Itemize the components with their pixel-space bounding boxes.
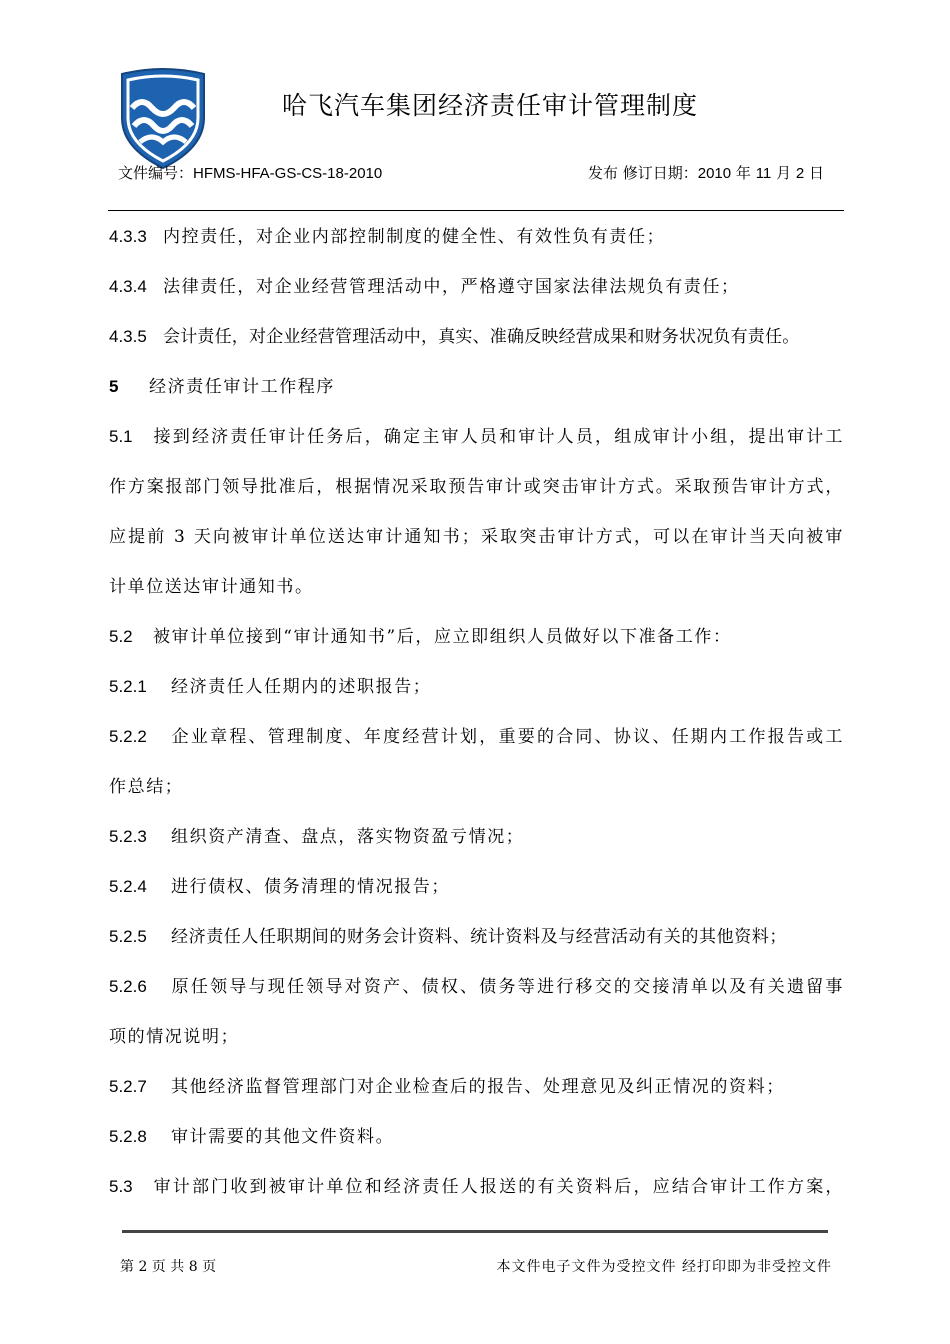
clause-text: 作方案报部门领导批准后，根据情况采取预告审计或突击审计方式。采取预告审计方式，	[109, 477, 844, 497]
revision-year-unit: 年	[735, 164, 751, 182]
section-5-heading	[109, 372, 844, 422]
clause-text: 经济责任人任职期间的财务会计资料、统计资料及与经营活动有关的其他资料；	[171, 927, 787, 947]
section-number: 5	[109, 377, 119, 396]
clause-5-3	[109, 1172, 844, 1222]
clause-5-2-8	[109, 1122, 844, 1172]
company-logo	[118, 68, 208, 170]
clause-text: 计单位送达审计通知书。	[109, 577, 314, 597]
clause-text: 其他经济监督管理部门对企业检查后的报告、处理意见及纠正情况的资料；	[171, 1077, 785, 1097]
file-number-label: 文件编号：	[118, 164, 194, 182]
control-notice: 本文件电子文件为受控文件 经打印即为非受控文件	[496, 1259, 832, 1275]
clause-text: 法律责任，对企业经营管理活动中，严格遵守国家法律法规负有责任；	[163, 277, 740, 297]
clause-text: 会计责任，对企业经营管理活动中，真实、准确反映经营成果和财务状况负有责任。	[163, 327, 800, 347]
revision-year: 2010	[697, 165, 732, 182]
section-number: 4.3.3	[109, 227, 147, 246]
footer-divider	[122, 1230, 828, 1233]
revision-day-unit: 日	[808, 164, 824, 182]
clause-5-2-2	[109, 722, 844, 772]
revision-date	[588, 162, 824, 183]
document-body	[109, 222, 844, 1222]
clause-text: 经济责任人任期内的述职报告；	[171, 677, 432, 697]
clause-5-1	[109, 422, 844, 472]
clause-5-2-2-cont	[109, 772, 844, 822]
section-number: 5.2	[109, 627, 133, 646]
clause-4-3-4	[109, 272, 844, 322]
section-number: 5.2.5	[109, 927, 147, 946]
clause-5-1-cont-1	[109, 472, 844, 522]
revision-day: 2	[795, 165, 805, 182]
clause-text: 审计部门收到被审计单位和经济责任人报送的有关资料后，应结合审计工作方案，	[153, 1177, 844, 1197]
clause-text: 组织资产清查、盘点，落实物资盈亏情况；	[171, 827, 525, 847]
header-divider	[108, 210, 844, 211]
clause-text: 进行债权、债务清理的情况报告；	[171, 877, 450, 897]
clause-5-2-1	[109, 672, 844, 722]
clause-4-3-3	[109, 222, 844, 272]
clause-5-1-cont-2	[109, 522, 844, 572]
page-number: 第 2 页 共 8 页	[120, 1259, 217, 1275]
file-number	[118, 162, 382, 183]
section-number: 5.2.8	[109, 1127, 147, 1146]
clause-5-1-cont-3	[109, 572, 844, 622]
section-number: 5.2.2	[109, 727, 147, 746]
clause-text: 项的情况说明；	[109, 1027, 240, 1047]
clause-text: 审计需要的其他文件资料。	[171, 1127, 395, 1147]
clause-text: 接到经济责任审计任务后，确定主审人员和审计人员，组成审计小组，提出审计工	[153, 427, 844, 447]
section-number: 4.3.5	[109, 327, 147, 346]
clause-4-3-5	[109, 322, 844, 372]
clause-text: 企业章程、管理制度、年度经营计划，重要的合同、协议、任期内工作报告或工	[171, 727, 844, 747]
clause-text: 作总结；	[109, 777, 184, 797]
clause-text: 原任领导与现任领导对资产、债权、债务等进行移交的交接清单以及有关遗留事	[171, 977, 844, 997]
section-number: 5.3	[109, 1177, 133, 1196]
section-number: 5.2.3	[109, 827, 147, 846]
section-number: 5.2.4	[109, 877, 147, 896]
section-number: 5.2.7	[109, 1077, 147, 1096]
section-heading-text: 经济责任审计工作程序	[149, 377, 335, 397]
revision-date-label: 发布 修订日期：	[587, 164, 698, 182]
clause-5-2-5	[109, 922, 844, 972]
clause-5-2-6	[109, 972, 844, 1022]
clause-5-2	[109, 622, 844, 672]
clause-5-2-4	[109, 872, 844, 922]
clause-text: 内控责任，对企业内部控制制度的健全性、有效性负有责任；	[163, 227, 666, 247]
clause-5-2-6-cont	[109, 1022, 844, 1072]
section-number: 5.1	[109, 427, 133, 446]
revision-month-unit: 月	[776, 164, 792, 182]
section-number: 5.2.6	[109, 977, 147, 996]
revision-month: 11	[755, 165, 772, 182]
document-title: 哈飞汽车集团经济责任审计管理制度	[282, 91, 699, 120]
section-number: 4.3.4	[109, 277, 147, 296]
section-number: 5.2.1	[109, 677, 147, 696]
clause-text: 应提前 3 天向被审计单位送达审计通知书；采取突击审计方式，可以在审计当天向被审	[109, 527, 844, 547]
file-number-value: HFMS-HFA-GS-CS-18-2010	[193, 165, 383, 182]
clause-5-2-3	[109, 822, 844, 872]
clause-5-2-7	[109, 1072, 844, 1122]
clause-text: 被审计单位接到“审计通知书”后，应立即组织人员做好以下准备工作：	[153, 627, 732, 647]
